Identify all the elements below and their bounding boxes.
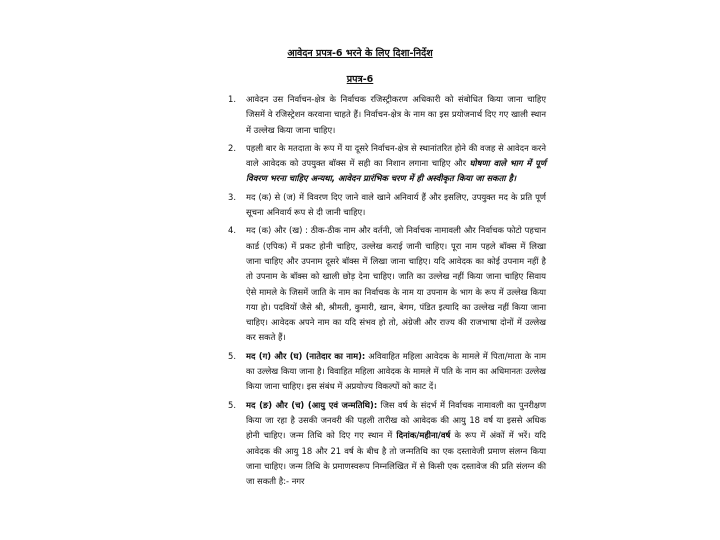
item-number: 1. [228,94,236,104]
list-item [228,141,546,187]
item-text: मद (क) से (ज) में विवरण दिए जाने वाले खाने अनिवार्य हैं और इसलिए, उपयुक्त मद के प्रति पूर्ण सूचना अनिवार्य रूप से दी जानी चाहिए। [246,191,546,218]
list-item [228,92,546,138]
list-item [228,190,546,221]
item-number: 4. [228,225,236,236]
item-text: आवेदन उस निर्वाचन-क्षेत्र के निर्वाचक रजिस्ट्रीकरण अधिकारी को संबोधित किया जाना चाहिए जिसमें वे रजिस्ट्रेशन करवाना चाहते हैं। निर्वाचन-क्षेत्र के नाम का इस प्रयोजनार्थ दिए गए खाली स्थान में उल्लेख किया जाना चाहिए। [246,94,546,135]
item-text: जिस वर्ष के संदर्भ में निर्वाचक नामावली का पुनरीक्षण किया जा रहा है उसकी जनवरी की पहली तारीख को आवेदक की आयु 18 वर्ष या इससे अधिक होनी चाहिए। जन्म तिथि को दिए गए स्थान में [246,399,546,441]
item-text: पहली बार के मतदाता के रूप में या दूसरे निर्वाचन-क्षेत्र से स्थानांतरित होने की वजह से आवेदन करने वाले आवेदक को उपयुक्त बॉक्स में सही का निशान लगाना चाहिए और [246,142,546,169]
item-inline-bold: दिनांक/महीना/वर्ष [396,430,451,441]
item-tail-text: के रूप में अंकों में भरें। यदि आवेदक की आयु 18 और 21 वर्ष के बीच है तो जन्मतिथि का एक दस्तावेजी प्रमाण संलग्न किया जाना चाहिए। जन्म तिथि के प्रमाणस्वरूप निम्नलिखित में से किसी एक दस्तावेज की प्रति संलग्न की जा सकती है:- नगर [246,430,546,487]
instruction-list [228,92,546,492]
document-title: आवेदन प्रपत्र-6 भरने के लिए दिशा-निर्देश [287,48,433,59]
item-lead-text: मद (ङ) और (च) (आयु एवं जन्मतिथि): [246,399,378,410]
item-number: 5. [228,399,236,410]
list-item [228,349,546,395]
item-number: 5. [228,350,236,361]
item-number: 3. [228,191,236,202]
list-item [228,398,546,490]
item-emphasis-text: घोषणा वाले भाग में पूर्ण विवरण भरना चाहिए अन्यथा, आवेदन प्रारंभिक चरण में ही अस्वीकृत किया जा सकता है। [246,158,546,184]
item-text: मद (क) और (ख) : ठीक-ठीक नाम और वर्तनी, जो निर्वाचक नामावली और निर्वाचक फोटो पहचान कार्ड (एपिक) में प्रकट होनी चाहिए, उल्लेख कराई जानी चाहिए। पूरा नाम पहले बॉक्स में लिखा जाना चाहिए और उपनाम दूसरे बॉक्स में लिखा जाना चाहिए। यदि आवेदक का कोई उपनाम नहीं है तो उपनाम के बॉक्स को खाली छोड़ देना चाहिए। जाति का उल्लेख नहीं किया जाना चाहिए सिवाय ऐसे मामले के जिसमें जाति के नाम का निर्वाचक के नाम या उपनाम के भाग के रूप में उल्लेख किया गया हो। पदवियों जैसे श्री, श्रीमती, कुमारी, खान, बेगम, पंडित इत्यादि का उल्लेख नहीं किया जाना चाहिए। आवेदक अपने नाम का यदि संभव हो तो, अंग्रेजी और राज्य की राजभाषा दोनों में उल्लेख कर सकते हैं। [246,225,546,343]
item-number: 2. [228,142,236,153]
item-lead-text: मद (ग) और (घ) (नातेदार का नाम): [246,350,366,361]
item-text: अविवाहित महिला आवेदक के मामले में पिता/माता के नाम का उल्लेख किया जाना है। विवाहित महिला आवेदक के मामले में पति के नाम का अधिमानतः उल्लेख किया जाना चाहिए। इस संबंध में अप्रयोज्य विकल्पों को काट दें। [246,350,546,392]
form-number-heading: प्रपत्र-6 [346,74,374,85]
list-item [228,223,546,345]
